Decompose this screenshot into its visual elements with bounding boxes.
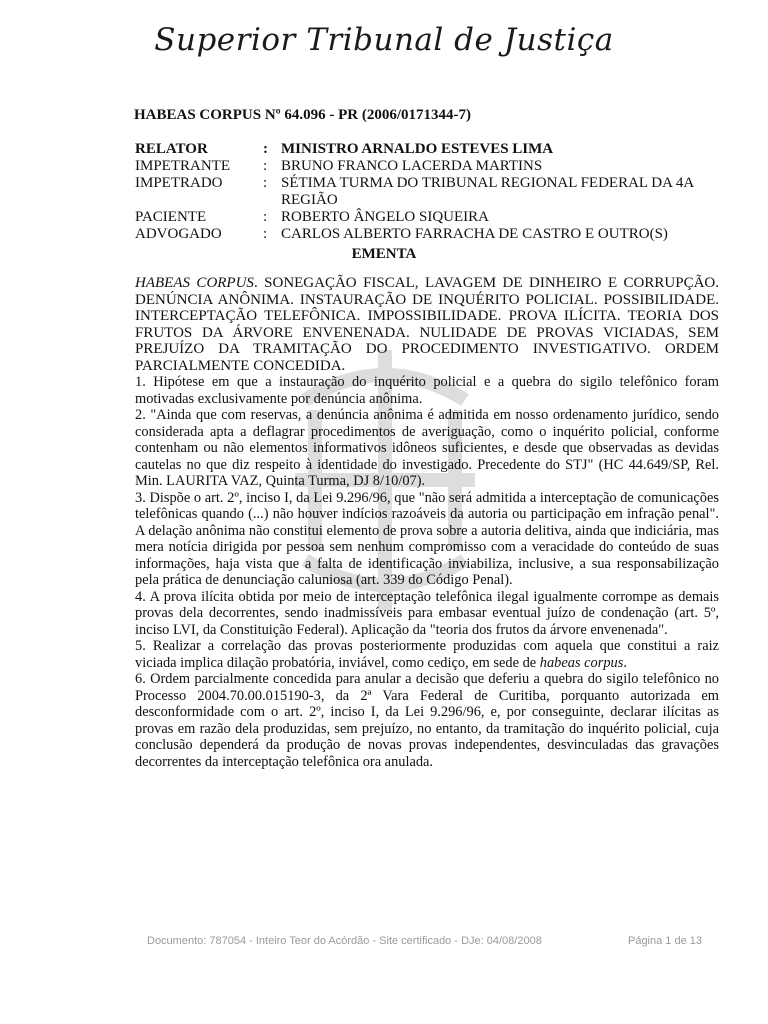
party-separator: : [263,141,268,157]
party-name: MINISTRO ARNALDO ESTEVES LIMA [281,141,554,157]
footer-document-info: Documento: 787054 - Inteiro Teor do Acórdão - Site certificado - DJe: 04/08/2008 [147,935,542,947]
party-role: IMPETRANTE [135,158,230,174]
party-role: IMPETRADO [135,175,223,191]
ementa-item-5-end: . [623,654,627,671]
ementa-item-2: 2. "Ainda que com reservas, a denúncia anônima é admitida em nosso ordenamento jurídico, sendo considerada apta a deflagrar procedimentos de averiguação, como o inquérito policial, conforme contenham ou não elementos informativos idôneos suficientes, e desde que observadas as devidas cautelas no que diz respeito à identidade do investigado. Precedente do STJ" (HC 44.649/SP, Rel. Min. LAURITA VAZ, Quinta Turma, DJ 8/10/07). [135,407,719,489]
party-role: RELATOR [135,141,208,157]
party-separator: : [263,209,268,225]
case-title: HABEAS CORPUS Nº 64.096 - PR (2006/0171344-7) [134,107,472,123]
party-separator: : [263,158,268,174]
party-row [135,226,725,243]
ementa-item-4: 4. A prova ilícita obtida por meio de interceptação telefônica ilegal igualmente corrompe as demais provas dela decorrentes, sendo inadmissíveis para embasar eventual juízo de condenação (art. 5º, inciso LVI, da Constituição Federal). Aplicação da "teoria dos frutos da árvore envenenada". [135,588,719,638]
party-row [135,141,725,158]
ementa-item-5-italic: habeas corpus [539,654,624,671]
party-row [135,209,725,226]
party-name: ROBERTO ÂNGELO SIQUEIRA [281,209,489,225]
party-role: ADVOGADO [135,226,222,242]
ementa-lead-text: . SONEGAÇÃO FISCAL, LAVAGEM DE DINHEIRO E CORRUPÇÃO. DENÚNCIA ANÔNIMA. INSTAURAÇÃO DE INQUÉRITO POLICIAL. POSSIBILIDADE. INTERCEPTAÇÃO TELEFÔNICA. IMPOSSIBILIDADE. PROVA ILÍCITA. TEORIA DOS FRUTOS DA ÁRVORE ENVENENADA. NULIDADE DE PROVAS VICIADAS, SEM PREJUÍZO DA TRAMITAÇÃO DO PROCEDIMENTO INVESTIGATIVO. ORDEM PARCIALMENTE CONCEDIDA. [135,275,719,374]
court-header-title: Superior Tribunal de Justiça [154,22,614,58]
ementa-summary [135,275,719,374]
party-name: BRUNO FRANCO LACERDA MARTINS [281,158,543,174]
ementa-item-6: 6. Ordem parcialmente concedida para anular a decisão que deferiu a quebra do sigilo telefônico no Processo 2004.70.00.015190-3, da 2ª Vara Federal de Curitiba, porquanto autorizada em desconformidade com o art. 2º, inciso I, da Lei 9.296/96, e, por conseguinte, declarar ilícitas as provas em razão dela produzidas, sem prejuízo, no entanto, da tramitação do inquérito policial, cuja conclusão dependerá da produção de novas provas independentes, desvinculadas das gravações decorrentes da interceptação telefônica ora anulada. [135,671,719,770]
party-separator: : [263,175,268,191]
party-name: SÉTIMA TURMA DO TRIBUNAL REGIONAL FEDERAL DA 4A REGIÃO [281,175,694,208]
party-role: PACIENTE [135,209,207,225]
party-separator: : [263,226,268,242]
ementa-lead-italic: HABEAS CORPUS [135,275,254,291]
ementa-heading: EMENTA [351,246,417,262]
parties-list [135,141,725,243]
page-footer [147,935,702,947]
party-row [135,175,725,209]
party-name: CARLOS ALBERTO FARRACHA DE CASTRO E OUTRO(S) [281,226,668,242]
party-row [135,158,725,175]
ementa-body [135,275,719,770]
footer-page-number: Página 1 de 13 [627,935,702,947]
ementa-item-1: 1. Hipótese em que a instauração do inquérito policial e a quebra do sigilo telefônico foram motivadas exclusivamente por denúncia anônima. [135,374,719,407]
ementa-item-5 [135,638,719,671]
ementa-item-3: 3. Dispõe o art. 2º, inciso I, da Lei 9.296/96, que "não será admitida a interceptação de comunicações telefônicas quando (...) não houver indícios razoáveis da autoria ou participação em infração penal". A delação anônima não constitui elemento de prova sobre a autoria delitiva, ainda que indiciária, mas mera notícia dirigida por pessoa sem nenhum compromisso com a veracidade do conteúdo de suas informações, haja vista que a falta de identificação inviabiliza, inclusive, a sua responsabilização pela prática de denunciação caluniosa (art. 339 do Código Penal). [135,489,719,588]
ementa-item-5-text: 5. Realizar a correlação das provas posteriormente produzidas com aquela que constitui a raiz viciada implica dilação probatória, inviável, como cediço, em sede de [135,638,719,671]
